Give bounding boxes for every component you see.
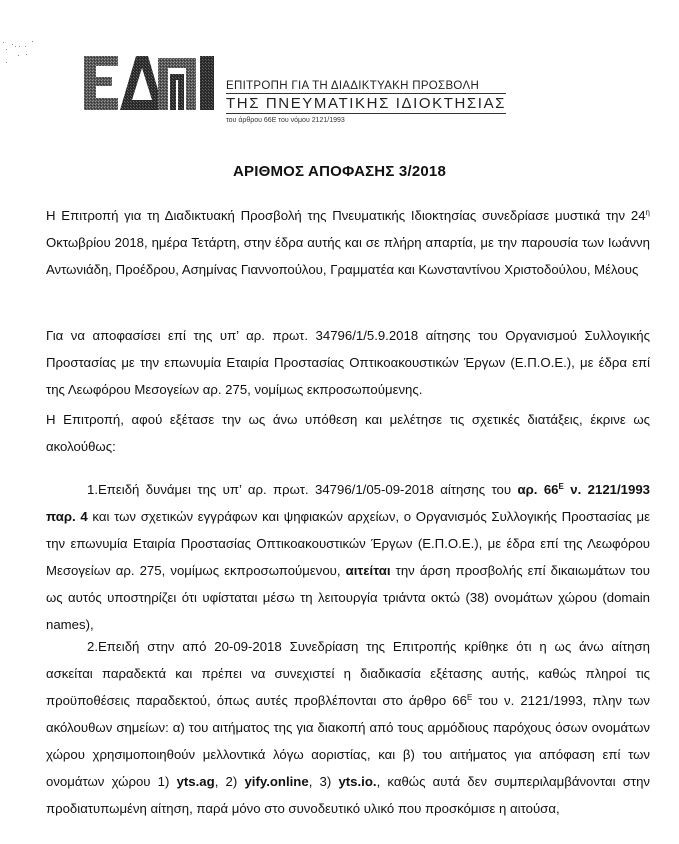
sep-2: , 3) bbox=[308, 774, 339, 789]
requests-bold: αιτείται bbox=[345, 563, 391, 578]
intro-text: Η Επιτροπή για τη Διαδικτυακή Προσβολή της Πνευματικής Ιδιοκτησίας συνεδρίασε μυστικά την 24 bbox=[46, 208, 646, 223]
sep-1: , 2) bbox=[214, 774, 245, 789]
edppi-logo bbox=[84, 52, 224, 112]
ruling-intro-text: Η Επιτροπή, αφού εξέτασε την ως άνω υπόθεση και μελέτησε τις σχετικές διατάξεις, έκρινε ως ακολούθως: bbox=[46, 412, 650, 454]
article-ref: αρ. 66 bbox=[517, 482, 559, 497]
decision-title: ΑΡΙΘΜΟΣ ΑΠΟΦΑΣΗΣ 3/2018 bbox=[232, 163, 446, 180]
intro-paragraph bbox=[46, 202, 650, 283]
ruling-intro-paragraph bbox=[46, 406, 650, 460]
intro-text-cont: Οκτωβρίου 2018, ημέρα Τετάρτη, στην έδρα αυτής και σε πλήρη απαρτία, με την παρουσία των Ιωάννη Αντωνιάδη, Προέδρου, Ασημίνας Γιαννοπούλου, Γραμματέα και Κωνσταντίνου Χριστοδούλου, Μέλους bbox=[46, 235, 650, 277]
point1-text-cont: και των σχετικών εγγράφων και ψηφιακών αρχείων, ο Οργανισμός Συλλογικής Προστασίας με την επωνυμία Εταιρία Προστασίας Οπτικοακουστικών Έργων (Ε.Π.Ο.Ε.), με έδρα επί της Λεωφόρου Μεσογείων αρ. 275, νομίμως εκπροσωπούμενου, bbox=[46, 509, 650, 578]
point1-text: 1.Επειδή δυνάμει της υπ’ αρ. πρωτ. 34796/1/05-09-2018 αίτησης του bbox=[87, 482, 518, 497]
organization-name bbox=[226, 80, 506, 124]
point-2-paragraph bbox=[46, 633, 650, 822]
point2-text: 2.Επειδή στην από 20-09-2018 Συνεδρίαση της Επιτροπής κρίθηκε ότι η ως άνω αίτηση ασκείται παραδεκτά και πρέπει να συνεχιστεί η διαδικασία εξέτασης αυτής, καθώς πληροί τις προϋποθέσεις παραδεκτού, όπως αυτές προβλέπονται στο άρθρο 66 bbox=[46, 639, 650, 708]
purpose-text: Για να αποφασίσει επί της υπ’ αρ. πρωτ. 34796/1/5.9.2018 αίτησης του Οργανισμού Συλλογικής Προστασίας με την επωνυμία Εταιρία Προστασίας Οπτικοακουστικών Έργων (Ε.Π.Ο.Ε.), με έδρα επί της Λεωφόρου Μεσογείων αρ. 275, νομίμως εκπροσωπούμενης. bbox=[46, 328, 650, 397]
purpose-paragraph bbox=[46, 322, 650, 403]
point2-sup: Ε bbox=[466, 693, 473, 702]
domain-yts-ag: yts.ag bbox=[176, 774, 215, 789]
point2-text-end: , καθώς αυτά δεν συμπεριλαμβάνονται στην προδιατυπωμένη αίτηση, παρά μόνο στο συνοδευτικό υλικό που προσκόμισε η αιτούσα, bbox=[46, 774, 651, 816]
domain-yify-online: yify.online bbox=[244, 774, 309, 789]
org-legal-basis: του άρθρου 66Ε του νόμου 2121/1993 bbox=[226, 117, 345, 124]
point2-text-cont: του ν. 2121/1993, πλην των ακόλουθων σημείων: α) του αιτήματος της για διακοπή από τους αρμόδιους παρόχους όσων ονομάτων χώρου χρησιμοποιηθούν μελλοντικά λόγω αοριστίας, και β) του αιτήματος για απόφαση επί των ονομάτων χώρου 1) bbox=[46, 693, 650, 789]
point-1-paragraph bbox=[46, 476, 650, 638]
point1-text-end: την άρση προσβολής επί δικαιωμάτων του ως αυτός υποστηρίζει ότι υφίσταται μέσω τη λειτουργία τριάντα οκτώ (38) ονομάτων χώρου (domain names), bbox=[46, 563, 650, 632]
org-name-line2: ΤΗΣ ΠΝΕΥΜΑΤΙΚΗΣ ΙΔΙΟΚΤΗΣΙΑΣ bbox=[226, 95, 507, 112]
scan-speckle bbox=[0, 40, 36, 70]
law-ref: ν. 2121/1993 παρ. 4 bbox=[46, 482, 651, 524]
intro-sup: η bbox=[645, 208, 650, 217]
article-sup: Ε bbox=[558, 482, 564, 491]
org-name-line1: ΕΠΙΤΡΟΠΗ ΓΙΑ ΤΗ ΔΙΑΔΙΚΤΥΑΚΗ ΠΡΟΣΒΟΛΗ bbox=[226, 80, 506, 94]
domain-yts-io: yts.io. bbox=[338, 774, 377, 789]
